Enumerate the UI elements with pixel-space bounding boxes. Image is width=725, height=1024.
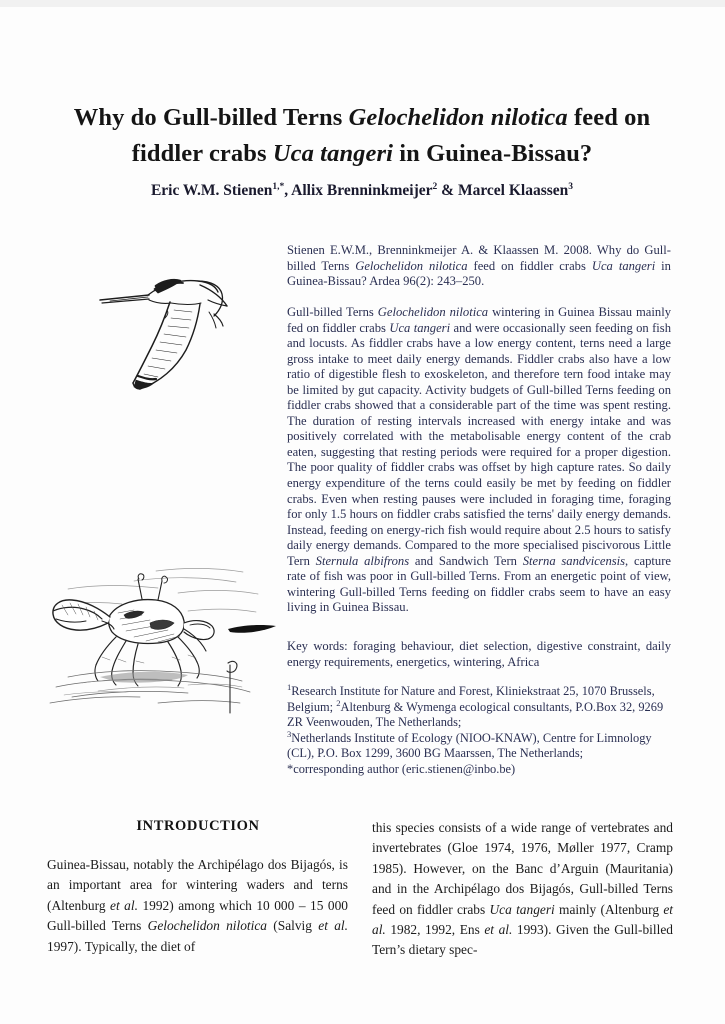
title-text-segment: Why do Gull-billed Terns bbox=[73, 104, 349, 131]
author-affiliation-marker: 3 bbox=[568, 181, 574, 192]
body-species-name: Gelochelidon nilotica bbox=[147, 918, 267, 934]
author-name: Allix Brenninkmeijer bbox=[291, 182, 433, 199]
affiliation-marker: 2 bbox=[336, 697, 341, 708]
author-name: Marcel Klaassen bbox=[457, 182, 569, 199]
introduction-column-right bbox=[372, 818, 673, 961]
author-separator: & bbox=[437, 182, 458, 199]
author-list bbox=[62, 182, 662, 200]
body-text-segment: Guinea-Bissau, notably the Archipélago dos Bijagós, is an important area for wintering waders and terns (Altenburg bbox=[47, 857, 348, 913]
body-text-segment: this species consists of a wide range of vertebrates and invertebrates (Gloe 1974, 1976, Møller 1977, Cramp 1985). However, on the Banc d’Arguin (Mauritania) and in the Archipélago dos Bijagós, Gull-billed Terns feed on fiddler crabs bbox=[372, 820, 673, 917]
corresponding-author-email[interactable]: *corresponding author (eric.stienen@inbo.be) bbox=[287, 761, 516, 776]
title-text-segment: feed on bbox=[567, 104, 651, 131]
abstract-text-segment: , capture rate of fish was poor in Gull-billed Terns. From an energetic point of view, wintering Gull-billed Terns feeding on fiddler crabs seem to have an easy living in Guinea Bissau. bbox=[287, 553, 672, 615]
title-species-name: Uca tangeri bbox=[272, 140, 394, 167]
et-al-italic: et al. bbox=[318, 918, 348, 934]
body-species-name: Uca tangeri bbox=[489, 901, 555, 917]
et-al-italic: et al. bbox=[372, 901, 673, 938]
affiliation-marker: 1 bbox=[287, 681, 292, 692]
gull-billed-tern-in-flight-ink-drawing bbox=[70, 248, 285, 428]
page-top-edge-band bbox=[0, 0, 725, 7]
abstract-species-name: Gelochelidon nilotica bbox=[377, 305, 489, 319]
body-text-segment: 1993). Given the Gull-billed Tern’s dietary spec- bbox=[372, 922, 673, 958]
abstract-text-segment: and Sandwich Tern bbox=[409, 553, 523, 568]
body-text-segment: 1982, 1992, Ens bbox=[385, 922, 485, 938]
citation-species-name: Uca tangeri bbox=[591, 258, 656, 273]
affiliation-text: Altenburg & Wymenga ecological consultants, P.O.Box 32, 9269 ZR Veenwouden, The Netherlands; bbox=[287, 699, 664, 730]
author-name: Eric W.M. Stienen bbox=[150, 182, 273, 199]
title-species-name: Gelochelidon nilotica bbox=[348, 104, 568, 131]
affiliation-text: Netherlands Institute of Ecology (NIOO-KNAW), Centre for Limnology (CL), P.O. Box 1299, 3600 BG Maarssen, The Netherlands; bbox=[287, 730, 652, 761]
page-title bbox=[62, 100, 662, 172]
affiliations-block bbox=[287, 681, 671, 778]
abstract-species-name: Sternula albifrons bbox=[315, 553, 410, 568]
citation-text-segment: Stienen E.W.M., Brenninkmeijer A. & Klaassen M. 2008. Why do Gull-billed Terns bbox=[287, 243, 671, 273]
abstract-text-segment: Gull-billed Terns bbox=[287, 305, 378, 319]
body-text-segment: mainly (Altenburg bbox=[554, 901, 664, 917]
abstract-species-name: Uca tangeri bbox=[389, 320, 451, 335]
et-al-italic: et al. bbox=[110, 897, 138, 913]
body-text-segment: 1992) among which 10 000 – 15 000 Gull-billed Terns bbox=[47, 897, 348, 934]
keywords-list: foraging behaviour, diet selection, digestive constraint, daily energy requirements, energetics, wintering, Africa bbox=[287, 639, 671, 669]
title-text-segment: fiddler crabs bbox=[131, 140, 273, 167]
keywords-block bbox=[287, 639, 671, 670]
abstract-species-name: Sterna sandvicensis bbox=[522, 553, 626, 568]
citation-text-segment: feed on fiddler crabs bbox=[467, 258, 592, 273]
citation-text-segment: in Guinea-Bissau? Ardea 96(2): 243–250. bbox=[287, 258, 671, 289]
introduction-heading: INTRODUCTION bbox=[136, 818, 260, 834]
keywords-label: Key words: bbox=[287, 639, 353, 653]
body-text-segment: (Salvig bbox=[267, 918, 319, 934]
abstract-text-segment: wintering in Guinea Bissau mainly fed on fiddler crabs bbox=[287, 305, 671, 335]
author-separator: , bbox=[284, 182, 292, 199]
body-text-segment: 1997). Typically, the diet of bbox=[47, 938, 196, 954]
author-affiliation-marker: 1,* bbox=[272, 181, 285, 192]
affiliation-marker: 3 bbox=[287, 728, 292, 739]
title-text-segment: in Guinea-Bissau? bbox=[393, 140, 593, 167]
author-affiliation-marker: 2 bbox=[432, 181, 438, 192]
citation-species-name: Gelochelidon nilotica bbox=[355, 258, 468, 273]
abstract-block bbox=[287, 305, 671, 616]
title-line-2 bbox=[132, 140, 593, 167]
abstract-text-segment: and were occasionally seen feeding on fish and locusts. As fiddler crabs have a low energy content, terns need a large gross intake to meet daily energy demands. Fiddler crabs also have a low ratio of digestible flesh to exoskeleton, and therefore tern food intake may be limited by gut capacity. Activity budgets of Gull-billed Terns feeding on fiddler crabs showed that a considerable part of the time was spent resting. The duration of resting intervals increased with energy intake and was positively correlated with the metabolisable energy content of the crab eaten, suggesting that resting periods were required for a proper digestion. The poor quality of fiddler crabs was offset by high capture rates. So daily energy expenditure of the terns could easily be met by feeding on fiddler crabs. Even when resting pauses were included in foraging time, foraging for only 1.5 hours on fiddler crabs satisfied the terns' daily energy demands. Instead, feeding on energy-rich fish would require about 2.5 hours to satisfy daily energy demands. Compared to the more specialised piscivorous Little Tern bbox=[287, 320, 671, 568]
et-al-italic: et al. bbox=[484, 922, 513, 938]
affiliation-text: Research Institute for Nature and Forest, Kliniekstraat 25, 1070 Brussels, Belgium; bbox=[287, 684, 655, 714]
title-line-1 bbox=[74, 104, 650, 131]
fiddler-crab-on-mudflat-ink-drawing bbox=[38, 553, 293, 743]
citation-block bbox=[287, 243, 671, 290]
introduction-column-left bbox=[47, 855, 348, 957]
